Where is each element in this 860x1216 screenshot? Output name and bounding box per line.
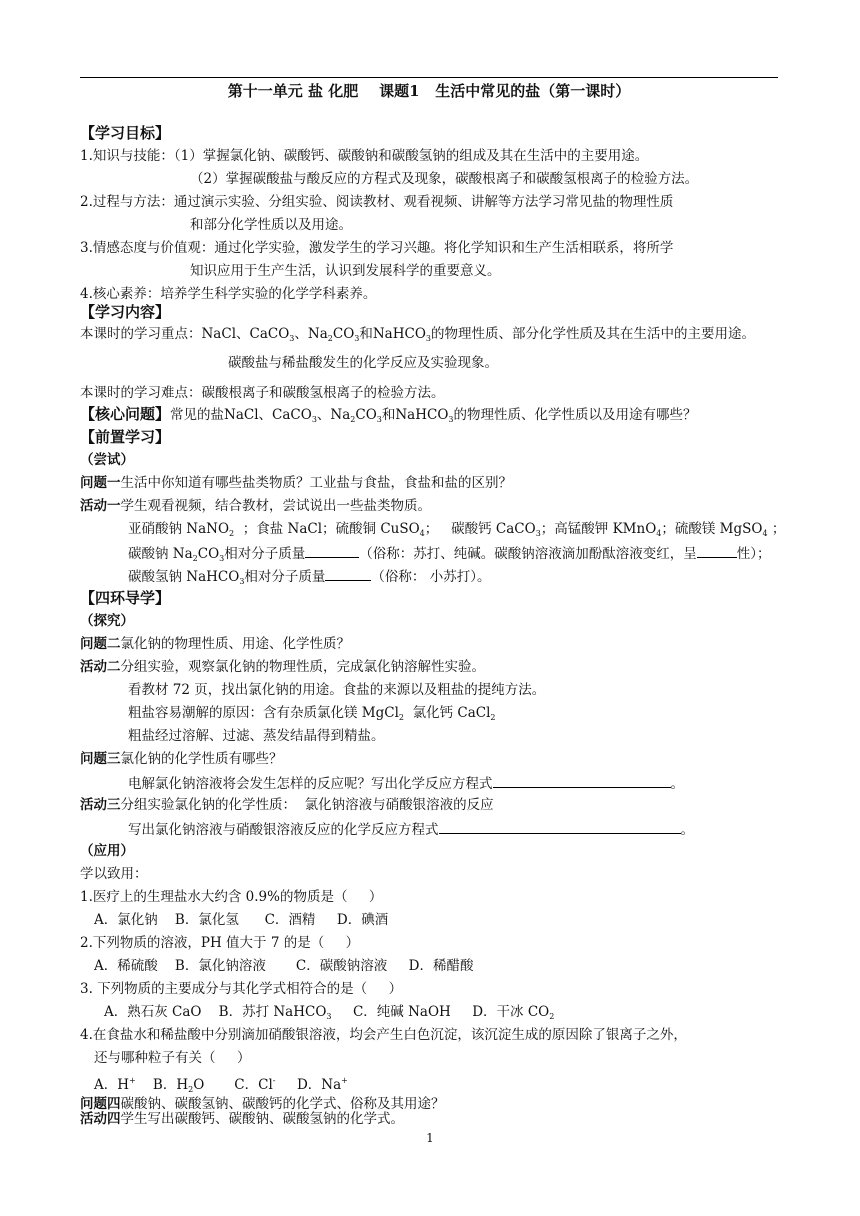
answer-blank[interactable] [697,543,737,558]
activity-3-line-2: 写出氯化钠溶液与硝酸银溶液反应的化学反应方程式 。 [128,819,694,839]
section-heading-preview: 【前置学习】 [80,428,171,446]
question-2: 问题二氯化钠的物理性质、用途、化学性质？ [80,636,350,652]
exercise-3-options: A．熟石灰 CaO B．苏打 NaHCO$_3$ C．纯碱 NaOH D．干冰 $CO_2$ [104,1004,555,1021]
goal-3: 3.情感态度与价值观：通过化学实验，激发学生的学习兴趣。将化学知识和生产生活相联系，将所学 [80,240,674,256]
activity-4: 活动四学生写出碳酸钙、碳酸钠、碳酸氢钠的化学式。 [80,1111,404,1127]
exercise-2-options: A．稀硫酸 B．氯化钠溶液 C．碳酸钠溶液 D．稀醋酸 [94,958,474,974]
exercise-1-options: A．氯化钠 B．氯化氢 C．酒精 D．碘酒 [94,912,389,928]
page-title: 第十一单元 盐 化肥 课题1 生活中常见的盐（第一课时） [227,82,631,100]
exercise-4-options: A．H+ B．$H_2O$ C．Cl- D．Na+ [94,1076,348,1094]
goal-3b: 知识应用于生产生活，认识到发展科学的重要意义。 [190,263,501,279]
focus-line: 本课时的学习重点：NaCl、CaCO$_3$、$Na_2CO_3$和NaHCO$_3$的物理性质、部分化学性质及其在生活中的主要用途。 [80,326,755,343]
answer-blank[interactable] [305,543,359,558]
na2co3-line: 碳酸钠 $Na_2CO_3$相对分子质量 （俗称：苏打、纯碱。碳酸钠溶液滴加酚酞溶液变红，呈 性）； [128,543,771,568]
goal-2b: 和部分化学性质以及用途。 [190,217,352,233]
exercise-4-line-2: 还与哪种粒子有关（ ） [94,1050,251,1066]
activity-3: 活动三分组实验氯化钠的化学性质： 氯化钠溶液与硝酸银溶液的反应 [80,797,494,813]
exercise-2: 2.下列物质的溶液，PH 值大于 7 的是（ ） [80,935,360,951]
page-number: 1 [426,1131,434,1145]
section-heading-guide: 【四环导学】 [80,589,171,607]
subheading-apply: （应用） [80,843,134,859]
answer-blank[interactable] [325,566,371,581]
apply-intro: 学以致用： [80,866,148,882]
salt-examples: 亚硝酸钠 NaNO$_2$ ；食盐 NaCl；硫酸铜 CuSO$_4$； 碳酸钙 CaCO$_3$；高锰酸钾 KMnO$_4$；硫酸镁 MgSO$_4$ ； [128,521,786,538]
focus-line-2: 碳酸盐与稀盐酸发生的化学反应及实验现象。 [228,355,498,371]
header-rule [80,77,778,78]
exercise-3: 3. 下列物质的主要成分与其化学式相符合的是（ ） [80,981,403,997]
goal-4: 4.核心素养：培养学生科学实验的化学学科素养。 [80,286,377,302]
question-4: 问题四碳酸钠、碳酸氢钠、碳酸钙的化学式、俗称及其用途？ [80,1096,445,1112]
activity-2-line-2: 看教材 72 页，找出氯化钠的用途。食盐的来源以及粗盐的提纯方法。 [128,682,546,698]
equation-blank[interactable] [493,773,671,788]
equation-blank[interactable] [439,819,681,834]
exercise-4: 4.在食盐水和稀盐酸中分别滴加硝酸银溶液，均会产生白色沉淀，该沉淀生成的原因除了银离子之外， [80,1027,687,1043]
section-heading-goals: 【学习目标】 [80,124,171,142]
question-1: 问题一生活中你知道有哪些盐类物质？工业盐与食盐，食盐和盐的区别？ [80,475,512,491]
goal-1: 1.知识与技能：（1）掌握氯化钠、碳酸钙、碳酸钠和碳酸氢钠的组成及其在生活中的主要用途。 [80,148,649,164]
core-question: 【核心问题】常见的盐NaCl、CaCO$_3$、$Na_2CO_3$和NaHCO$_3$的物理性质、化学性质以及用途有哪些？ [80,405,697,424]
subheading-try: （尝试） [80,452,134,468]
question-3-line-2: 电解氯化钠溶液将会发生怎样的反应呢？写出化学反应方程式 。 [128,773,684,793]
goal-2: 2.过程与方法：通过演示实验、分组实验、阅读教材、观看视频、讲解等方法学习常见盐的物理性质 [80,194,674,210]
nahco3-line: 碳酸氢钠 NaHCO$_3$相对分子质量 （俗称： 小苏打）。 [128,566,490,591]
question-3: 问题三氯化钠的化学性质有哪些？ [80,751,283,767]
difficulty-line: 本课时的学习难点：碳酸根离子和碳酸氢根离子的检验方法。 [80,385,445,401]
subheading-explore: （探究） [80,613,134,629]
exercise-1: 1.医疗上的生理盐水大约含 0.9%的物质是（ ） [80,889,383,905]
activity-2-line-3: 粗盐容易潮解的原因：含有杂质氯化镁 MgCl$_2$ 氯化钙 CaCl$_2$ [128,705,496,722]
goal-1b: （2）掌握碳酸盐与酸反应的方程式及现象，碳酸根离子和碳酸氢根离子的检验方法。 [190,171,699,187]
activity-1: 活动一学生观看视频，结合教材，尝试说出一些盐类物质。 [80,498,431,514]
activity-2-line-4: 粗盐经过溶解、过滤、蒸发结晶得到精盐。 [128,728,385,744]
activity-2: 活动二分组实验，观察氯化钠的物理性质，完成氯化钠溶解性实验。 [80,659,485,675]
section-heading-content: 【学习内容】 [80,303,171,321]
